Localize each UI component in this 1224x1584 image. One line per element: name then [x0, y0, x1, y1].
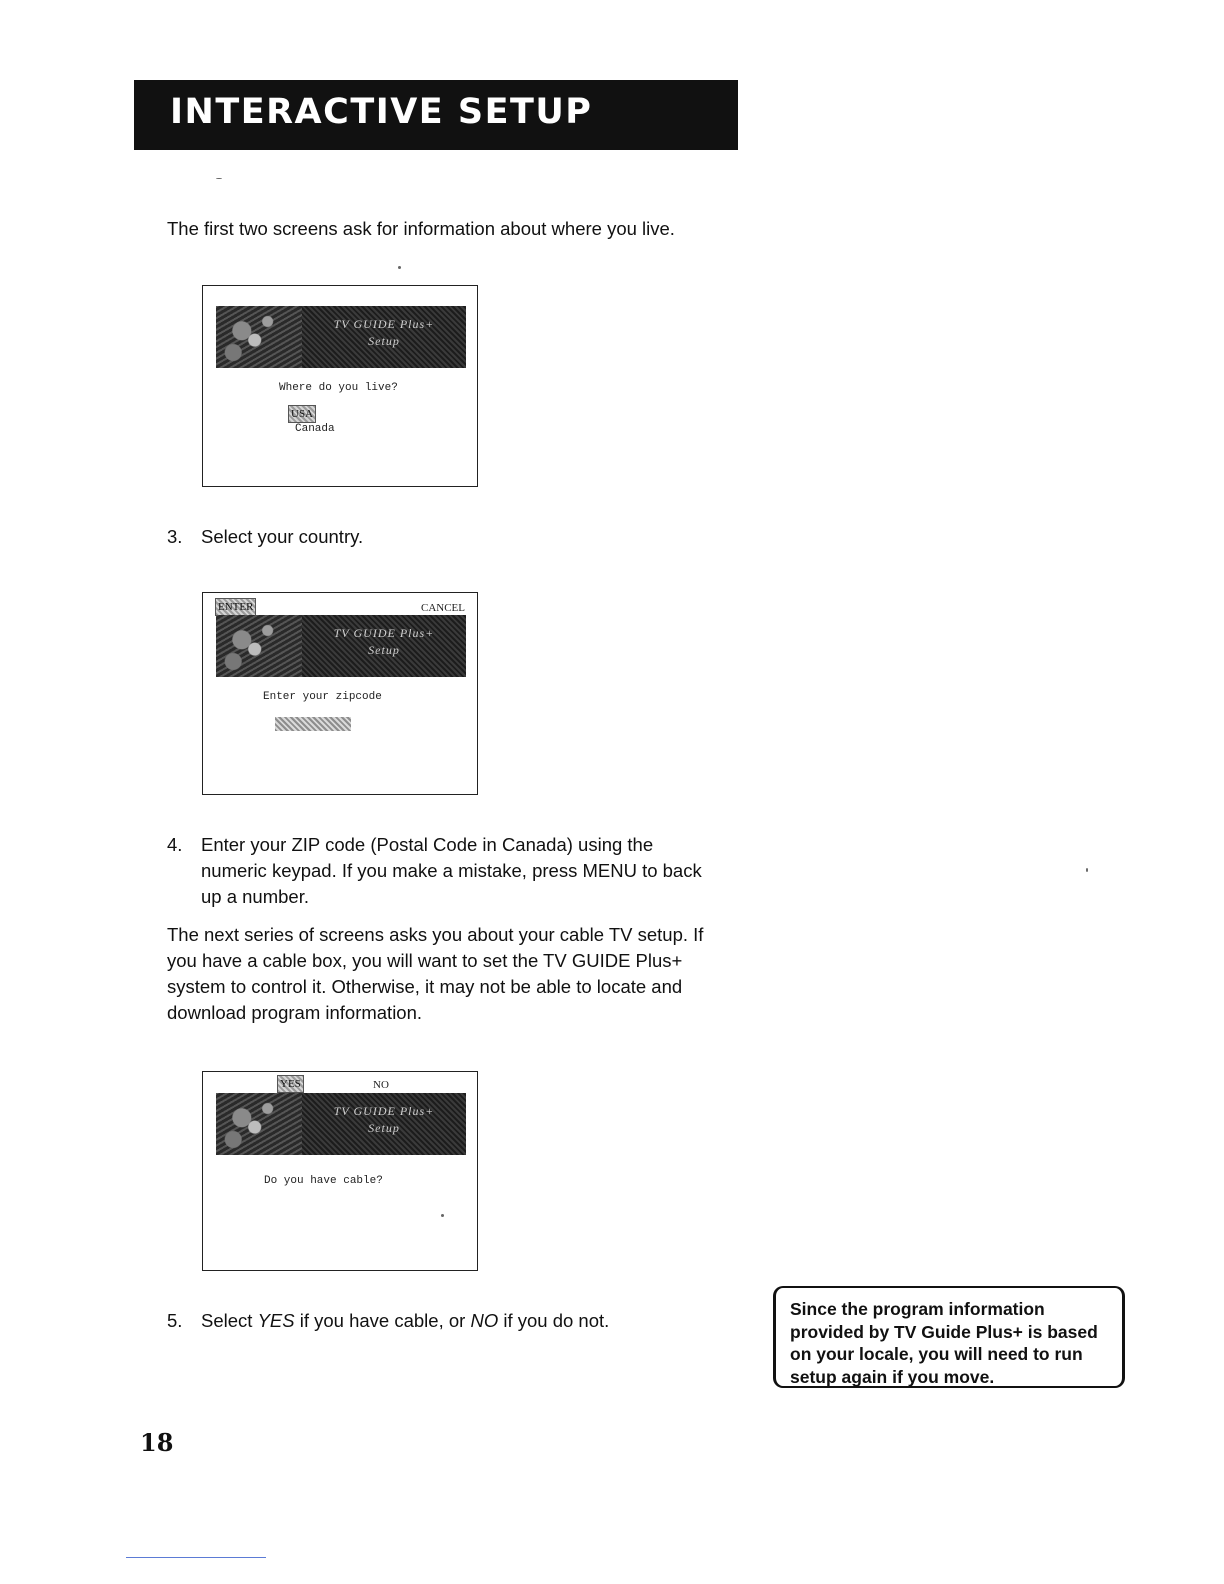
zipcode-input[interactable]	[275, 717, 351, 731]
banner-title-line1: TV GUIDE Plus+	[333, 1104, 435, 1118]
step-number: 5.	[167, 1310, 183, 1331]
paragraph-line: The next series of screens asks you about your cable TV setup. If	[167, 924, 704, 945]
note-line: on your locale, you will need to run	[790, 1344, 1083, 1364]
footer-rule	[126, 1557, 266, 1558]
section-header	[134, 80, 738, 150]
step-text: Select your country.	[201, 526, 364, 547]
step-text	[201, 832, 702, 910]
note-line: Since the program information	[790, 1299, 1045, 1319]
yes-button[interactable]: YES	[280, 1078, 301, 1090]
banner-artwork-icon	[216, 615, 302, 677]
intro-text: The first two screens ask for information about where you live.	[167, 218, 675, 239]
screen-location	[202, 285, 478, 487]
step-number: 4.	[167, 834, 183, 855]
note-box	[773, 1286, 1125, 1388]
banner-title	[314, 625, 454, 659]
step-4	[167, 832, 747, 912]
cable-paragraph	[167, 922, 703, 1026]
step-text-part: if you have cable, or	[294, 1310, 471, 1331]
scan-speck	[216, 178, 222, 179]
paragraph-line: system to control it. Otherwise, it may not be able to locate and	[167, 976, 683, 997]
location-question: Where do you live?	[279, 382, 398, 394]
banner-title-line2: Setup	[368, 334, 400, 348]
paragraph-line: you have a cable box, you will want to set the TV GUIDE Plus+	[167, 950, 683, 971]
step-text-line: Enter your ZIP code (Postal Code in Canada) using the	[201, 834, 654, 855]
banner-title	[314, 316, 454, 350]
step-number: 3.	[167, 526, 183, 547]
step-5	[167, 1308, 727, 1336]
tv-guide-banner	[216, 615, 466, 677]
no-term: NO	[470, 1310, 499, 1331]
banner-artwork-icon	[216, 306, 302, 368]
scan-speck	[1086, 868, 1088, 872]
tv-guide-banner	[216, 1093, 466, 1155]
paragraph-line: download program information.	[167, 1002, 423, 1023]
step-text-line: up a number.	[201, 886, 309, 907]
zipcode-prompt: Enter your zipcode	[263, 691, 382, 703]
no-button[interactable]: NO	[373, 1079, 389, 1091]
yes-term: YES	[257, 1310, 295, 1331]
banner-title	[314, 1103, 454, 1137]
banner-title-line1: TV GUIDE Plus+	[333, 317, 435, 331]
scan-speck	[398, 266, 401, 269]
banner-title-line2: Setup	[368, 643, 400, 657]
option-usa[interactable]: USA	[291, 408, 314, 420]
tv-guide-banner	[216, 306, 466, 368]
note-line: setup again if you move.	[790, 1366, 995, 1387]
page-number: 18	[140, 1428, 174, 1457]
scan-speck	[441, 1214, 444, 1217]
cable-question: Do you have cable?	[264, 1175, 383, 1187]
enter-button[interactable]: ENTER	[218, 601, 254, 613]
step-text-part: Select	[201, 1310, 258, 1331]
step-text-line: numeric keypad. If you make a mistake, press MENU to back	[201, 860, 702, 881]
section-title: INTERACTIVE SETUP	[170, 92, 593, 132]
option-canada[interactable]: Canada	[295, 423, 335, 435]
screen-cable	[202, 1071, 478, 1271]
step-text	[201, 1308, 609, 1334]
step-text-part: if you do not.	[498, 1310, 610, 1331]
banner-title-line1: TV GUIDE Plus+	[333, 626, 435, 640]
cancel-button[interactable]: CANCEL	[421, 602, 465, 614]
note-line: provided by TV Guide Plus+ is based	[790, 1321, 1098, 1342]
banner-artwork-icon	[216, 1093, 302, 1155]
screen-zipcode	[202, 592, 478, 795]
banner-title-line2: Setup	[368, 1121, 400, 1135]
